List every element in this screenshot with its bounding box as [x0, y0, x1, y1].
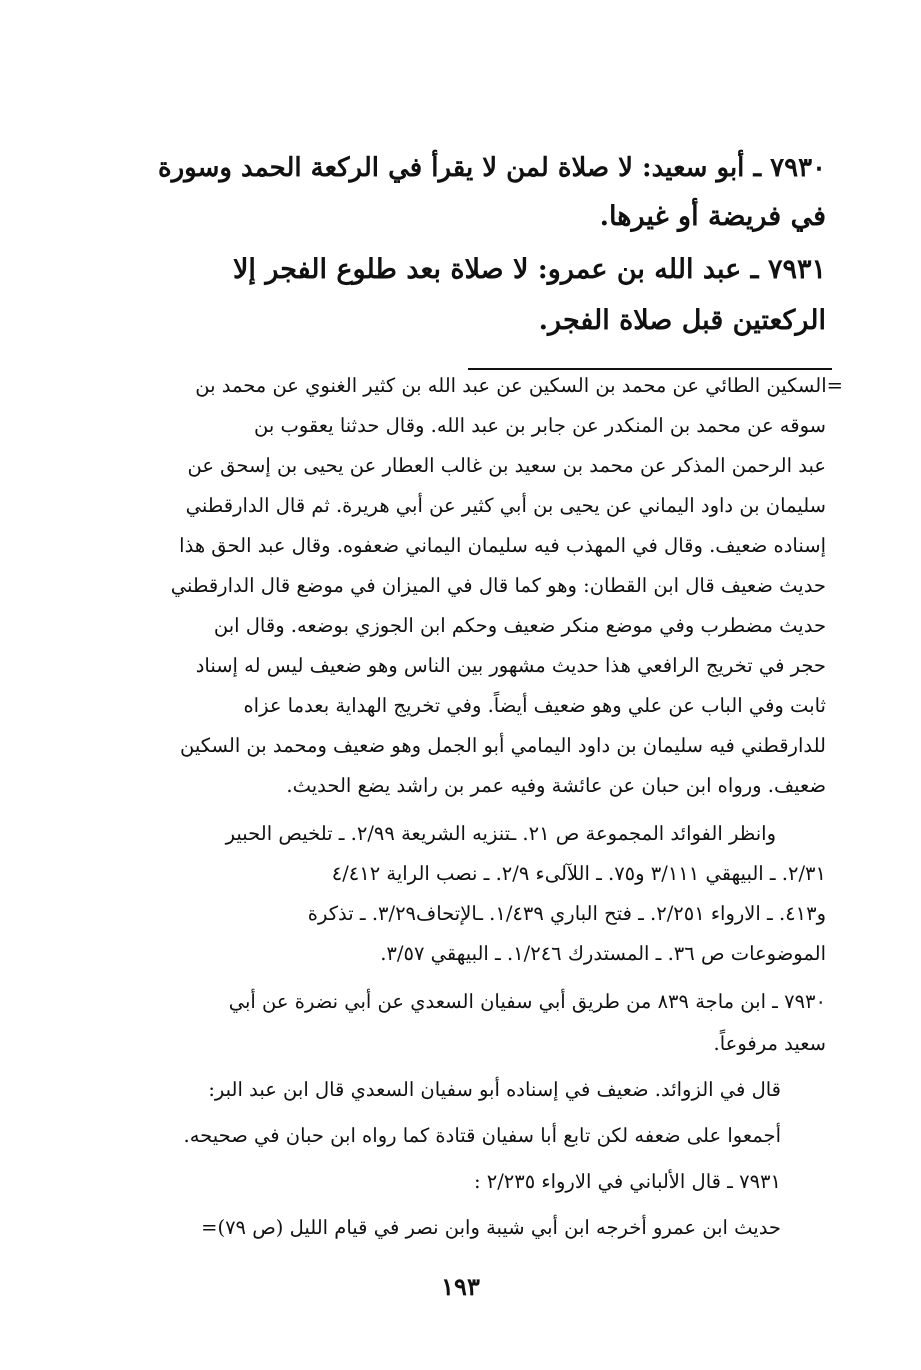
entry-7931-line-2: الركعتين قبل صلاة الفجر. — [538, 305, 826, 336]
note-line: سعيد مرفوعاً. — [713, 1032, 826, 1055]
note-line: للدارقطني فيه سليمان بن داود اليمامي أبو الجمل وهو ضعيف ومحمد بن السكين — [179, 734, 826, 757]
note-line: ٧٩٣٠ ـ ابن ماجة ٨٣٩ من طريق أبي سفيان السعدي عن أبي نضرة عن أبي — [228, 990, 826, 1013]
note-line: و٤١٣. ـ الارواء ٢/٢٥١. ـ فتح الباري ١/٤٣٩. ـالإتحاف٣/٢٩. ـ تذكرة — [307, 902, 826, 925]
entry-7931-line-1: ٧٩٣١ ـ عبد الله بن عمرو: لا صلاة بعد طلوع الفجر إلا — [233, 254, 826, 285]
footnote-divider — [468, 368, 832, 370]
note-line: =السكين الطائي عن محمد بن السكين عن عبد الله بن كثير الغنوي عن محمد بن — [195, 374, 843, 397]
note-line: سوقه عن محمد بن المنكدر عن جابر بن عبد الله. وقال حدثنا يعقوب بن — [254, 414, 826, 437]
note-line: حديث ضعيف قال ابن القطان: وهو كما قال في الميزان في موضع قال الدارقطني — [170, 574, 826, 597]
note-line: عبد الرحمن المذكر عن محمد بن سعيد بن غالب العطار عن يحيى بن إسحق عن — [187, 454, 826, 477]
note-line: أجمعوا على ضعفه لكن تابع أبا سفيان قتادة كما رواه ابن حبان في صحيحه. — [183, 1124, 781, 1147]
entry-7930-line-1: ٧٩٣٠ ـ أبو سعيد: لا صلاة لمن لا يقرأ في الركعة الحمد وسورة — [158, 153, 826, 183]
note-line: قال في الزوائد. ضعيف في إسناده أبو سفيان السعدي قال ابن عبد البر: — [208, 1078, 781, 1101]
note-line: حجر في تخريج الرافعي هذا حديث مشهور بين الناس وهو ضعيف ليس له إسناد — [195, 654, 826, 677]
note-line: ضعيف. ورواه ابن حبان عن عائشة وفيه عمر بن راشد يضع الحديث. — [286, 774, 826, 797]
entry-7930-line-2: في فريضة أو غيرها. — [599, 201, 826, 232]
note-line: إسناده ضعيف. وقال في المهذب فيه سليمان اليماني ضعفوه. وقال عبد الحق هذا — [179, 534, 826, 557]
note-line: سليمان بن داود اليماني عن يحيى بن أبي كثير عن أبي هريرة. ثم قال الدارقطني — [185, 494, 826, 517]
note-line: وانظر الفوائد المجموعة ص ٢١. ـتنزيه الشريعة ٢/٩٩. ـ تلخيص الحبير — [225, 822, 776, 845]
note-line: حديث مضطرب وفي موضع منكر ضعيف وحكم ابن الجوزي بوضعه. وقال ابن — [213, 614, 826, 637]
note-line: ٧٩٣١ ـ قال الألباني في الارواء ٢/٢٣٥ : — [473, 1170, 781, 1193]
note-line: الموضوعات ص ٣٦. ـ المستدرك ١/٢٤٦. ـ البيهقي ٣/٥٧. — [380, 942, 826, 965]
note-line: ٢/٣١. ـ البيهقي ٣/١١١ و٧٥. ـ اللآلىء ٢/٩. ـ نصب الراية ٤/٤١٢ — [331, 862, 826, 885]
page-number: ١٩٣ — [441, 1272, 480, 1301]
note-line: ثابت وفي الباب عن علي وهو ضعيف أيضاً. وفي تخريج الهداية بعدما عزاه — [243, 694, 826, 717]
note-line: حديث ابن عمرو أخرجه ابن أبي شيبة وابن نصر في قيام الليل (ص ٧٩)= — [201, 1216, 781, 1239]
